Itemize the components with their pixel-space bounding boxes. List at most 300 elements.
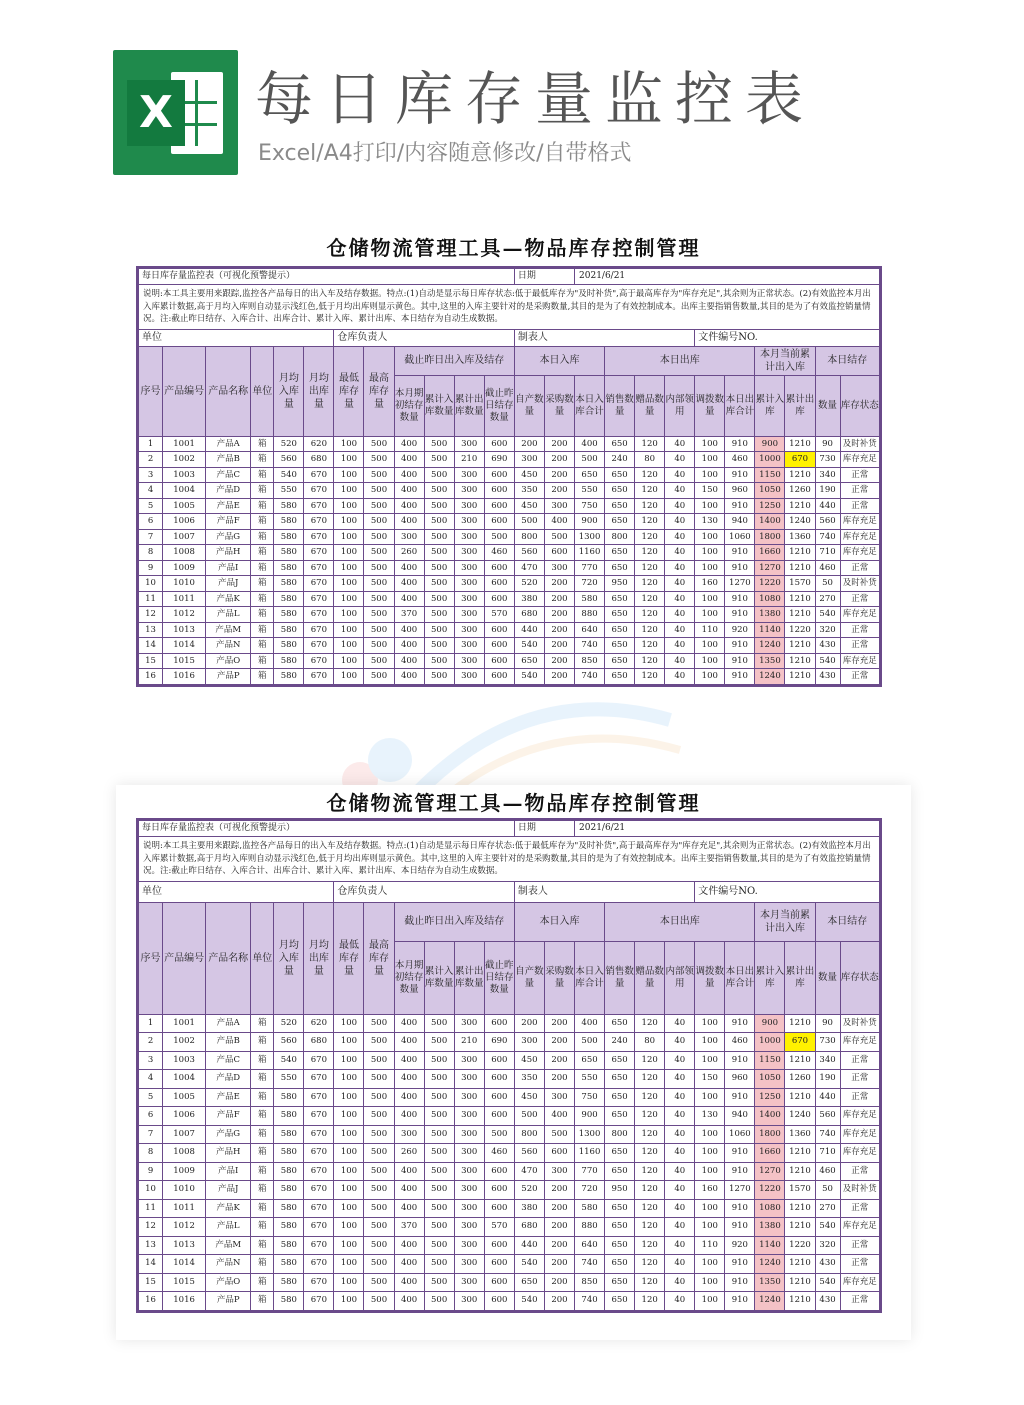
table-cell: 740 xyxy=(575,638,605,654)
table-cell: 910 xyxy=(725,1255,755,1274)
table-cell: 770 xyxy=(575,560,605,576)
table-cell: 40 xyxy=(665,545,695,561)
table-cell: 500 xyxy=(484,529,514,545)
header-cum-out-y: 累计出库数量 xyxy=(454,375,484,436)
table-cell: 100 xyxy=(334,1236,364,1255)
table-cell: 650 xyxy=(575,1051,605,1070)
table-cell: 940 xyxy=(725,514,755,530)
table-cell: 580 xyxy=(274,1218,304,1237)
table-cell: 670 xyxy=(304,669,334,685)
table-cell: 500 xyxy=(364,560,394,576)
table-cell: 11 xyxy=(139,591,163,607)
table-cell: 1001 xyxy=(163,1014,206,1033)
table-row xyxy=(139,436,880,452)
table-cell: 箱 xyxy=(251,1033,274,1052)
table-cell: 库存充足 xyxy=(840,452,879,468)
table-cell: 箱 xyxy=(251,514,274,530)
table-cell: 500 xyxy=(424,1162,454,1181)
inventory-ledger xyxy=(136,818,882,1313)
table-cell: 1270 xyxy=(755,560,785,576)
table-cell: 380 xyxy=(514,591,544,607)
table-cell: 300 xyxy=(454,669,484,685)
table-cell: 540 xyxy=(815,1218,840,1237)
sheet-name: 每日库存量监控表（可视化预警提示） xyxy=(139,821,515,837)
table-cell: 210 xyxy=(454,1033,484,1052)
table-cell: 1210 xyxy=(785,436,815,452)
table-cell: 300 xyxy=(544,1088,574,1107)
table-cell: 300 xyxy=(454,1255,484,1274)
table-cell: 580 xyxy=(274,545,304,561)
date-label: 日期 xyxy=(514,821,574,837)
table-cell: 及时补货 xyxy=(840,1181,879,1200)
table-row xyxy=(139,483,880,499)
table-cell: 箱 xyxy=(251,1107,274,1126)
table-cell: 5 xyxy=(139,498,163,514)
table-cell: 300 xyxy=(454,545,484,561)
table-cell: 1150 xyxy=(755,1051,785,1070)
table-cell: 680 xyxy=(304,452,334,468)
table-cell: 910 xyxy=(725,607,755,623)
table-cell: 650 xyxy=(605,1273,635,1292)
table-cell: 470 xyxy=(514,1162,544,1181)
table-cell: 正常 xyxy=(840,1051,879,1070)
table-cell: 箱 xyxy=(251,498,274,514)
table-cell: 430 xyxy=(815,1255,840,1274)
table-cell: 库存充足 xyxy=(840,607,879,623)
table-cell: 400 xyxy=(394,498,424,514)
table-cell: 670 xyxy=(304,576,334,592)
unit-field: 单位 xyxy=(139,881,334,902)
table-cell: 1014 xyxy=(163,638,206,654)
table-cell: 910 xyxy=(725,467,755,483)
table-cell: 1350 xyxy=(755,1273,785,1292)
table-cell: 670 xyxy=(304,529,334,545)
table-cell: 900 xyxy=(575,514,605,530)
table-cell: 670 xyxy=(304,545,334,561)
table-cell: 1240 xyxy=(755,1255,785,1274)
table-cell: 100 xyxy=(334,607,364,623)
table-cell: 120 xyxy=(635,545,665,561)
table-body xyxy=(139,436,880,684)
table-cell: 产品L xyxy=(206,607,251,623)
table-cell: 670 xyxy=(304,514,334,530)
table-cell: 100 xyxy=(695,607,725,623)
table-cell: 300 xyxy=(394,529,424,545)
table-cell: 350 xyxy=(514,1070,544,1089)
description-text: 说明:本工具主要用来跟踪,监控各产品每日的出入车及结存数据。特点:(1)自动是显示每日库存状态:低于最低库存为"及时补货",高于最高库存为"库存充足",其余则为正常状态。(2)有效监控本月出入库累计数据,高于月均入库则自动显示浅红色,低于月均出库则显示黄色。其中,这里的入库主要针对的是采购数量,其目的是为了有效控制成本。出库主要指销售数量,其目的是为了有效监控销量情况。注:截止昨日结存、入库合计、出库合计、累计入库、累计出库、本日结存为自动生成数据。 xyxy=(139,285,880,330)
table-cell: 库存充足 xyxy=(840,514,879,530)
table-cell: 600 xyxy=(544,545,574,561)
table-cell: 120 xyxy=(635,1125,665,1144)
table-cell: 500 xyxy=(424,1292,454,1311)
table-cell: 100 xyxy=(334,1051,364,1070)
table-cell: 300 xyxy=(514,1033,544,1052)
table-cell: 680 xyxy=(514,1218,544,1237)
table-cell: 520 xyxy=(514,1181,544,1200)
table-cell: 13 xyxy=(139,622,163,638)
table-cell: 120 xyxy=(635,1292,665,1311)
table-cell: 1060 xyxy=(725,1125,755,1144)
table-cell: 600 xyxy=(484,1199,514,1218)
table-cell: 500 xyxy=(424,1070,454,1089)
table-cell: 400 xyxy=(394,452,424,468)
table-cell: 800 xyxy=(605,1125,635,1144)
table-cell: 200 xyxy=(544,1236,574,1255)
table-cell: 1210 xyxy=(785,1088,815,1107)
table-cell: 400 xyxy=(394,1033,424,1052)
table-cell: 40 xyxy=(665,498,695,514)
header-transfer: 调拨数量 xyxy=(695,941,725,1014)
table-cell: 100 xyxy=(334,1181,364,1200)
table-row xyxy=(139,1292,880,1311)
table-cell: 300 xyxy=(454,560,484,576)
table-cell: 670 xyxy=(304,560,334,576)
table-cell: 10 xyxy=(139,576,163,592)
table-cell: 450 xyxy=(514,467,544,483)
table-cell: 1003 xyxy=(163,467,206,483)
table-cell: 120 xyxy=(635,1236,665,1255)
table-cell: 2 xyxy=(139,452,163,468)
table-cell: 1160 xyxy=(575,545,605,561)
table-cell: 7 xyxy=(139,1125,163,1144)
table-cell: 300 xyxy=(454,653,484,669)
header-min: 最低库存量 xyxy=(334,346,364,436)
inventory-table xyxy=(138,268,880,685)
table-cell: 540 xyxy=(274,467,304,483)
header-self-prod: 自产数量 xyxy=(514,375,544,436)
table-cell: 600 xyxy=(484,1236,514,1255)
table-cell: 100 xyxy=(695,1218,725,1237)
table-cell: 540 xyxy=(815,1273,840,1292)
table-cell: 320 xyxy=(815,1236,840,1255)
table-cell: 库存充足 xyxy=(840,1273,879,1292)
table-cell: 40 xyxy=(665,467,695,483)
table-cell: 520 xyxy=(274,436,304,452)
table-cell: 1210 xyxy=(785,1273,815,1292)
header-status: 库存状态 xyxy=(840,941,879,1014)
table-cell: 850 xyxy=(575,653,605,669)
table-cell: 560 xyxy=(274,452,304,468)
table-cell: 550 xyxy=(575,483,605,499)
table-cell: 650 xyxy=(605,1162,635,1181)
table-cell: 1009 xyxy=(163,560,206,576)
table-cell: 670 xyxy=(304,1162,334,1181)
table-cell: 670 xyxy=(304,653,334,669)
table-cell: 500 xyxy=(364,1162,394,1181)
table-cell: 460 xyxy=(725,1033,755,1052)
table-cell: 1010 xyxy=(163,1181,206,1200)
table-cell: 560 xyxy=(514,1144,544,1163)
table-cell: 1013 xyxy=(163,622,206,638)
table-cell: 40 xyxy=(665,591,695,607)
table-cell: 670 xyxy=(785,452,815,468)
table-cell: 500 xyxy=(364,545,394,561)
table-cell: 80 xyxy=(635,1033,665,1052)
table-cell: 300 xyxy=(454,1292,484,1311)
table-row xyxy=(139,576,880,592)
table-cell: 500 xyxy=(424,498,454,514)
table-cell: 200 xyxy=(544,591,574,607)
table-cell: 箱 xyxy=(251,1051,274,1070)
table-cell: 14 xyxy=(139,1255,163,1274)
table-cell: 箱 xyxy=(251,591,274,607)
table-cell: 910 xyxy=(725,1088,755,1107)
header-unit: 单位 xyxy=(251,346,274,436)
table-cell: 1008 xyxy=(163,1144,206,1163)
table-cell: 650 xyxy=(605,591,635,607)
table-cell: 库存充足 xyxy=(840,653,879,669)
table-cell: 670 xyxy=(785,1033,815,1052)
table-cell: 40 xyxy=(665,638,695,654)
table-cell: 300 xyxy=(454,607,484,623)
table-cell: 1016 xyxy=(163,669,206,685)
table-cell: 15 xyxy=(139,1273,163,1292)
table-cell: 40 xyxy=(665,1051,695,1070)
table-cell: 650 xyxy=(605,560,635,576)
table-cell: 100 xyxy=(334,560,364,576)
table-cell: 640 xyxy=(575,622,605,638)
header-group-in: 本日入库 xyxy=(514,346,604,375)
table-cell: 100 xyxy=(334,1162,364,1181)
table-cell: 580 xyxy=(274,1162,304,1181)
table-cell: 箱 xyxy=(251,1255,274,1274)
table-cell: 650 xyxy=(605,514,635,530)
table-cell: 400 xyxy=(394,1199,424,1218)
table-cell: 9 xyxy=(139,1162,163,1181)
table-cell: 1015 xyxy=(163,1273,206,1292)
table-cell: 正常 xyxy=(840,560,879,576)
table-cell: 500 xyxy=(364,1125,394,1144)
table-cell: 产品N xyxy=(206,638,251,654)
table-cell: 7 xyxy=(139,529,163,545)
table-cell: 400 xyxy=(394,1181,424,1200)
table-cell: 600 xyxy=(484,436,514,452)
table-cell: 450 xyxy=(514,1051,544,1070)
table-cell: 16 xyxy=(139,1292,163,1311)
table-cell: 产品H xyxy=(206,545,251,561)
table-cell: 800 xyxy=(514,1125,544,1144)
table-cell: 400 xyxy=(394,560,424,576)
table-cell: 120 xyxy=(635,669,665,685)
table-cell: 500 xyxy=(514,1107,544,1126)
table-cell: 910 xyxy=(725,1273,755,1292)
table-cell: 40 xyxy=(665,514,695,530)
table-cell: 500 xyxy=(424,467,454,483)
table-cell: 130 xyxy=(695,1107,725,1126)
table-cell: 910 xyxy=(725,653,755,669)
table-cell: 400 xyxy=(394,622,424,638)
table-cell: 库存充足 xyxy=(840,545,879,561)
table-cell: 300 xyxy=(454,467,484,483)
table-cell: 500 xyxy=(364,591,394,607)
table-cell: 880 xyxy=(575,607,605,623)
table-cell: 1570 xyxy=(785,1181,815,1200)
header-group-yesterday: 截止昨日出入库及结存 xyxy=(394,902,514,941)
table-cell: 120 xyxy=(635,560,665,576)
table-cell: 210 xyxy=(454,452,484,468)
doc-number-field: 文件编号NO. xyxy=(695,881,880,902)
page-title: 每日库存量监控表 xyxy=(255,65,816,133)
table-cell: 300 xyxy=(454,1236,484,1255)
table-cell: 100 xyxy=(334,1033,364,1052)
table-cell: 1140 xyxy=(755,622,785,638)
header-internal: 内部领用 xyxy=(665,375,695,436)
table-cell: 500 xyxy=(364,638,394,654)
table-cell: 100 xyxy=(334,1088,364,1107)
table-cell: 300 xyxy=(454,1218,484,1237)
table-cell: 200 xyxy=(544,483,574,499)
table-cell: 500 xyxy=(364,1033,394,1052)
table-cell: 670 xyxy=(304,1218,334,1237)
table-cell: 40 xyxy=(665,436,695,452)
table-cell: 100 xyxy=(695,436,725,452)
table-cell: 500 xyxy=(484,1125,514,1144)
table-row xyxy=(139,653,880,669)
header-avg-out: 月均出库量 xyxy=(304,346,334,436)
table-cell: 300 xyxy=(454,1199,484,1218)
table-cell: 340 xyxy=(815,1051,840,1070)
table-cell: 300 xyxy=(394,1125,424,1144)
table-cell: 910 xyxy=(725,1162,755,1181)
table-cell: 500 xyxy=(364,1236,394,1255)
header-purchase: 采购数量 xyxy=(544,375,574,436)
table-row xyxy=(139,607,880,623)
table-cell: 1010 xyxy=(163,576,206,592)
header-cum-in: 累计入库 xyxy=(755,375,785,436)
table-cell: 正常 xyxy=(840,591,879,607)
table-cell: 箱 xyxy=(251,1162,274,1181)
table-cell: 1210 xyxy=(785,591,815,607)
date-value: 2021/6/21 xyxy=(575,269,880,285)
table-cell: 1210 xyxy=(785,1255,815,1274)
table-cell: 600 xyxy=(484,1255,514,1274)
table-cell: 910 xyxy=(725,560,755,576)
table-cell: 500 xyxy=(424,436,454,452)
table-cell: 650 xyxy=(605,436,635,452)
table-cell: 100 xyxy=(334,1125,364,1144)
table-cell: 100 xyxy=(334,467,364,483)
table-cell: 400 xyxy=(394,1107,424,1126)
table-row xyxy=(139,452,880,468)
maker-field: 制表人 xyxy=(514,329,694,346)
table-cell: 1270 xyxy=(725,1181,755,1200)
table-cell: 600 xyxy=(484,653,514,669)
header-bal-y: 截止昨日结存数量 xyxy=(484,941,514,1014)
table-cell: 500 xyxy=(364,607,394,623)
table-cell: 910 xyxy=(725,1218,755,1237)
table-cell: 1009 xyxy=(163,1162,206,1181)
table-cell: 670 xyxy=(304,483,334,499)
table-cell: 产品G xyxy=(206,1125,251,1144)
table-cell: 5 xyxy=(139,1088,163,1107)
table-cell: 500 xyxy=(424,1014,454,1033)
table-cell: 40 xyxy=(665,622,695,638)
table-cell: 380 xyxy=(514,1199,544,1218)
table-cell: 580 xyxy=(274,638,304,654)
sheet-preview-2 xyxy=(116,785,911,1340)
table-cell: 400 xyxy=(394,576,424,592)
table-cell: 1210 xyxy=(785,653,815,669)
table-cell: 产品K xyxy=(206,591,251,607)
table-cell: 500 xyxy=(424,1125,454,1144)
table-row xyxy=(139,1088,880,1107)
page-subtitle: Excel/A4打印/内容随意修改/自带格式 xyxy=(258,141,632,166)
table-cell: 箱 xyxy=(251,1088,274,1107)
table-cell: 910 xyxy=(725,1014,755,1033)
table-cell: 6 xyxy=(139,1107,163,1126)
table-cell: 1008 xyxy=(163,545,206,561)
table-cell: 500 xyxy=(424,638,454,654)
table-cell: 100 xyxy=(695,669,725,685)
table-cell: 400 xyxy=(394,669,424,685)
date-value: 2021/6/21 xyxy=(575,821,880,837)
table-cell: 100 xyxy=(334,1144,364,1163)
table-cell: 1270 xyxy=(755,1162,785,1181)
table-cell: 910 xyxy=(725,591,755,607)
table-cell: 120 xyxy=(635,1070,665,1089)
table-cell: 产品D xyxy=(206,483,251,499)
table-cell: 产品N xyxy=(206,1255,251,1274)
table-cell: 500 xyxy=(364,436,394,452)
table-cell: 640 xyxy=(575,1236,605,1255)
table-cell: 910 xyxy=(725,1051,755,1070)
table-cell: 箱 xyxy=(251,452,274,468)
excel-logo-icon xyxy=(113,50,238,175)
table-cell: 13 xyxy=(139,1236,163,1255)
table-cell: 740 xyxy=(575,669,605,685)
table-cell: 1011 xyxy=(163,1199,206,1218)
table-cell: 1016 xyxy=(163,1292,206,1311)
table-cell: 680 xyxy=(304,1033,334,1052)
table-cell: 产品H xyxy=(206,1144,251,1163)
table-cell: 740 xyxy=(815,529,840,545)
table-cell: 200 xyxy=(544,1218,574,1237)
table-cell: 650 xyxy=(605,1070,635,1089)
table-cell: 670 xyxy=(304,1125,334,1144)
table-cell: 500 xyxy=(364,1292,394,1311)
table-cell: 100 xyxy=(334,483,364,499)
table-cell: 库存充足 xyxy=(840,1144,879,1163)
logo-letter: X xyxy=(139,87,173,138)
header-cum-in: 累计入库 xyxy=(755,941,785,1014)
table-cell: 1360 xyxy=(785,1125,815,1144)
table-cell: 300 xyxy=(454,483,484,499)
table-cell: 600 xyxy=(484,638,514,654)
table-cell: 690 xyxy=(484,1033,514,1052)
table-cell: 500 xyxy=(364,1218,394,1237)
table-cell: 300 xyxy=(454,529,484,545)
table-cell: 库存充足 xyxy=(840,1033,879,1052)
table-cell: 400 xyxy=(394,467,424,483)
table-cell: 1080 xyxy=(755,1199,785,1218)
maker-field: 制表人 xyxy=(514,881,694,902)
table-cell: 120 xyxy=(635,607,665,623)
table-cell: 320 xyxy=(815,622,840,638)
table-cell: 730 xyxy=(815,452,840,468)
table-cell: 580 xyxy=(274,1181,304,1200)
sheet-name: 每日库存量监控表（可视化预警提示） xyxy=(139,269,515,285)
table-cell: 40 xyxy=(665,1125,695,1144)
table-cell: 500 xyxy=(364,483,394,499)
table-cell: 400 xyxy=(394,1014,424,1033)
table-cell: 600 xyxy=(484,1051,514,1070)
table-cell: 正常 xyxy=(840,622,879,638)
table-cell: 产品D xyxy=(206,1070,251,1089)
table-cell: 580 xyxy=(575,1199,605,1218)
table-cell: 40 xyxy=(665,1292,695,1311)
table-cell: 1240 xyxy=(785,514,815,530)
table-cell: 620 xyxy=(304,1014,334,1033)
